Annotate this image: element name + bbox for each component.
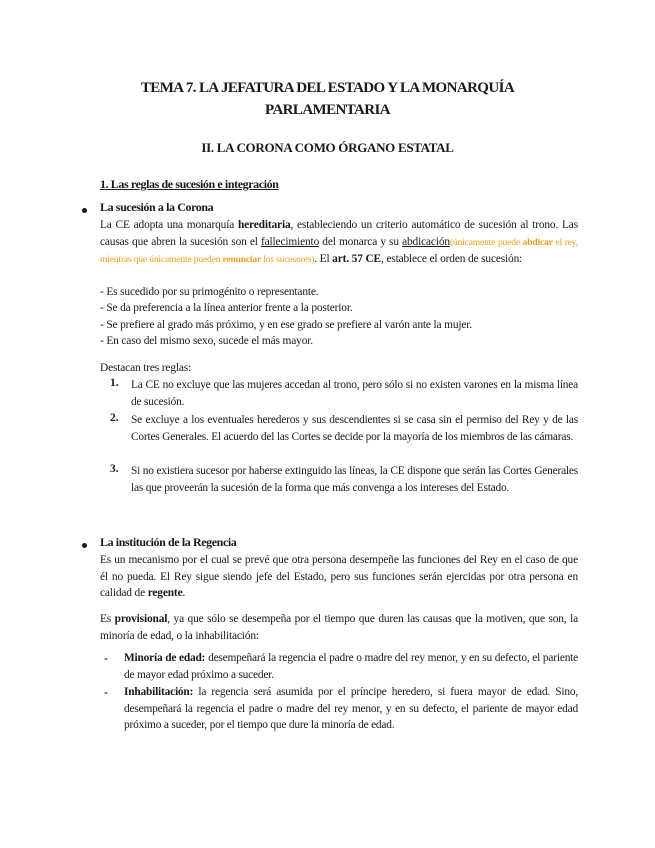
paragraph-sucesion: La CE adopta una monarquía hereditaria, estableciendo un criterio automático de sucesión al trono. Las causas que abren la sucesión son el fallecimiento del monarca y su abdicación(únicamente puede abdicar el rey, mientras que únicamente pueden renunciar los sucesores). El art. 57 CE, establece el orden de sucesión: xyxy=(100,219,579,265)
page-title xyxy=(60,77,595,121)
page-subtitle: II. LA CORONA COMO ÓRGANO ESTATAL xyxy=(201,140,454,155)
dash-marker: - xyxy=(104,685,108,699)
title-line-2: PARLAMENTARIA xyxy=(265,102,390,118)
bullet-heading-sucesion: La sucesión a la Corona xyxy=(100,200,214,214)
rule-number: 3. xyxy=(110,463,119,475)
regencia-item-inhabilitacion: Inhabilitación: la regencia será asumida por el príncipe heredero, si fuera mayor de edad. Sino, desempeñará la regencia el padre o madre del rey menor, y en su defecto, el pariente de mayor edad próximo a suceder, por el tiempo que dure la minoría de edad. xyxy=(124,686,578,731)
bullet-dot xyxy=(82,543,87,548)
rule-number: 1. xyxy=(110,377,119,389)
rule-number: 2. xyxy=(110,412,119,424)
list-item: - En caso del mismo sexo, sucede el más mayor. xyxy=(100,335,313,347)
dash-marker: - xyxy=(104,651,108,665)
list-item: - Se da preferencia a la línea anterior frente a la posterior. xyxy=(100,302,353,314)
orange-note: (únicamente puede abdicar el rey, mientras que únicamente pueden renunciar los sucesores) xyxy=(100,237,579,265)
list-item: - Es sucedido por su primogénito o representante. xyxy=(100,286,319,298)
rule-text: La CE no excluye que las mujeres accedan al trono, pero sólo si no existen varones en la misma línea de sucesión. xyxy=(131,379,578,408)
paragraph-regencia-1: Es un mecanismo por el cual se prevé que otra persona desempeñe las funciones del Rey en el caso de que él no pueda. El Rey sigue siendo jefe del Estado, pero sus funciones serán ejercidas por otra persona en calidad de regente. xyxy=(100,554,578,599)
rule-text: Si no existiera sucesor por haberse extinguido las líneas, la CE dispone que serán las Cortes Generales las que proveerán la sucesión de la forma que más convenga a los intereses del Estado. xyxy=(131,465,578,494)
bullet-heading-regencia: La institución de la Regencia xyxy=(100,535,237,549)
title-line-1: TEMA 7. LA JEFATURA DEL ESTADO Y LA MONARQUÍA xyxy=(140,80,515,96)
rule-text: Se excluye a los eventuales herederos y sus descendientes si se casa sin el permiso del Rey y de las Cortes Generales. El acuerdo del las Cortes se decide por la mayoría de los miembros de las cámaras. xyxy=(131,414,578,443)
paragraph-regencia-2: Es provisional, ya que sólo se desempeña por el tiempo que duren las causas que la motiven, que son, la minoría de edad, o la inhabilitación: xyxy=(100,613,578,642)
regencia-item-minoria: Minoría de edad: desempeñará la regencia el padre o madre del rey menor, y en su defecto, el pariente de mayor edad próximo a suceder. xyxy=(124,652,579,681)
list-item: - Se prefiere al grado más próximo, y en ese grado se prefiere al varón ante la mujer. xyxy=(100,319,473,331)
rules-intro: Destacan tres reglas: xyxy=(100,362,192,374)
bullet-dot xyxy=(82,208,87,213)
section-heading: 1. Las reglas de sucesión e integración xyxy=(100,177,279,191)
